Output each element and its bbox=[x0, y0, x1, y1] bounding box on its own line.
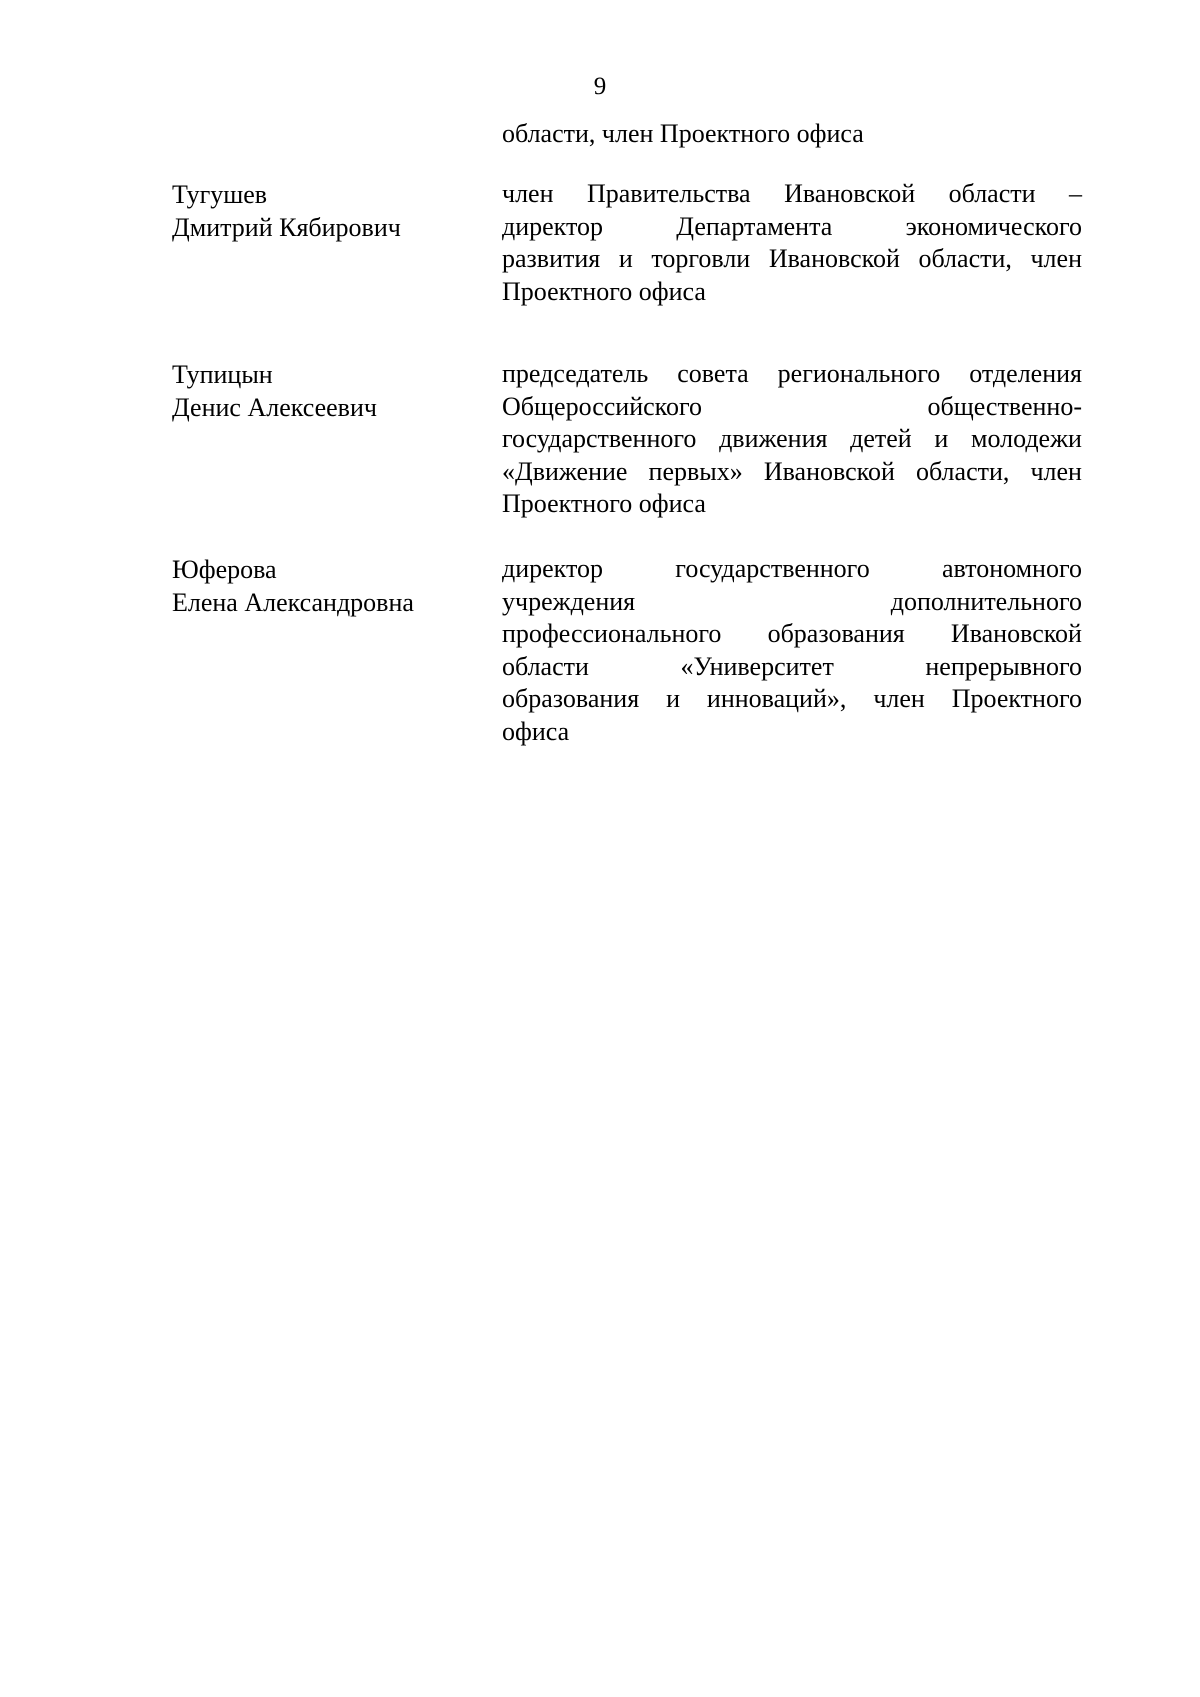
role-line bbox=[502, 586, 1082, 619]
role-word: Ивановской bbox=[950, 619, 1082, 649]
role-line: офиса bbox=[502, 716, 570, 746]
role-word: экономического bbox=[905, 211, 1082, 241]
role-word: регионального bbox=[777, 359, 941, 388]
role-line: Проектного офиса bbox=[502, 276, 706, 306]
role-word: непрерывного bbox=[925, 651, 1082, 681]
role-line bbox=[502, 423, 1082, 456]
role-word: первых» bbox=[648, 456, 743, 486]
role-word: государственного bbox=[675, 554, 870, 583]
role-word: Правительства bbox=[586, 179, 751, 208]
member-role-tupitsyn bbox=[502, 358, 1082, 521]
role-line: Проектного офиса bbox=[502, 489, 706, 519]
role-word: дополнительного bbox=[890, 586, 1082, 616]
role-word: профессионального bbox=[502, 619, 722, 649]
role-word: области bbox=[948, 179, 1036, 208]
member-surname: Тугушев bbox=[172, 180, 268, 209]
role-word: области, bbox=[918, 244, 1012, 274]
role-word: учреждения bbox=[502, 586, 636, 616]
member-name-tugushev bbox=[172, 178, 472, 244]
member-given-names: Дмитрий Кябирович bbox=[172, 213, 401, 242]
role-line bbox=[502, 243, 1082, 276]
role-word: член bbox=[1030, 456, 1082, 486]
member-name-tupitsyn bbox=[172, 358, 472, 424]
role-line bbox=[502, 618, 1082, 651]
role-word: торговли bbox=[651, 244, 751, 274]
role-line bbox=[502, 391, 1082, 424]
role-line bbox=[502, 211, 1082, 244]
page-number: 9 bbox=[593, 73, 607, 100]
role-word: и bbox=[934, 424, 949, 454]
role-word: член bbox=[1030, 244, 1082, 274]
member-given-names: Елена Александровна bbox=[172, 588, 414, 617]
role-word: «Университет bbox=[680, 651, 834, 681]
role-line bbox=[502, 358, 1082, 391]
role-word: образования bbox=[767, 619, 905, 649]
member-role-yuferova bbox=[502, 553, 1082, 749]
role-word: образования bbox=[502, 684, 640, 714]
member-name-yuferova bbox=[172, 553, 472, 619]
role-word: общественно- bbox=[927, 391, 1082, 421]
role-word: «Движение bbox=[502, 456, 628, 486]
role-word: Ивановской bbox=[763, 456, 895, 486]
role-word: директор bbox=[502, 211, 603, 241]
role-word: и bbox=[618, 244, 633, 274]
role-word: развития bbox=[502, 244, 601, 274]
role-word: автономного bbox=[942, 554, 1082, 583]
role-word: член bbox=[873, 684, 925, 714]
member-given-names: Денис Алексеевич bbox=[172, 393, 377, 422]
role-word: государственного bbox=[502, 424, 697, 454]
role-word: отделения bbox=[969, 359, 1082, 388]
member-role-tugushev bbox=[502, 178, 1082, 308]
continuation-text bbox=[502, 118, 1082, 151]
role-word: молодежи bbox=[970, 424, 1082, 454]
role-word: Общероссийского bbox=[502, 391, 702, 421]
role-word: Департамента bbox=[676, 211, 833, 241]
role-line bbox=[502, 178, 1082, 211]
role-word: движения bbox=[719, 424, 828, 454]
role-word: и bbox=[666, 684, 680, 714]
role-word: области bbox=[502, 651, 589, 681]
role-word: Проектного bbox=[951, 684, 1082, 714]
member-surname: Юферова bbox=[172, 555, 277, 584]
role-word: член bbox=[502, 179, 554, 208]
role-word: Ивановской bbox=[768, 244, 900, 274]
role-word: Ивановской bbox=[784, 179, 916, 208]
role-line bbox=[502, 553, 1082, 586]
role-word: области, bbox=[915, 456, 1010, 486]
role-word: инноваций», bbox=[706, 684, 847, 714]
role-word: – bbox=[1069, 179, 1082, 208]
role-word: детей bbox=[850, 424, 912, 454]
role-line bbox=[502, 651, 1082, 684]
role-word: совета bbox=[677, 359, 749, 388]
role-word: председатель bbox=[502, 359, 649, 388]
role-word: директор bbox=[502, 554, 603, 583]
role-line bbox=[502, 456, 1082, 489]
continuation-line: области, член Проектного офиса bbox=[502, 119, 864, 148]
role-line bbox=[502, 683, 1082, 716]
member-surname: Тупицын bbox=[172, 360, 273, 389]
